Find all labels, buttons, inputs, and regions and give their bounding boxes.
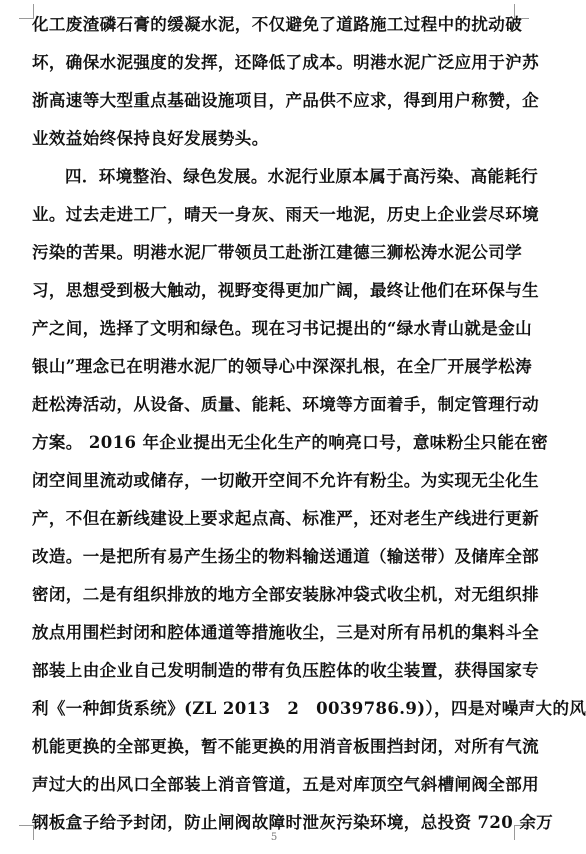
text-line: 改造。一是把所有易产生扬尘的物料输送通道（输送带）及储库全部 [32,547,539,566]
text-line: 业。过去走进工厂，晴天一身灰、雨天一地泥，历史上企业尝尽环境 [32,205,539,224]
text-line: 放点用围栏封闭和腔体通道等措施收尘，三是对所有吊机的集料斗全 [32,623,539,642]
text-line: 赶松涛活动，从设备、质量、能耗、环境等方面着手，制定管理行动 [32,395,539,414]
page-number: 5 [270,832,278,843]
text-line: 产之间，选择了文明和绿色。现在习书记提出的“绿水青山就是金山 [32,319,532,338]
section-heading-line: 四．环境整治、绿色发展。水泥行业原本属于高污染、高能耗行 [65,167,539,186]
text-line: 化工废渣磷石膏的缓凝水泥，不仅避免了道路施工过程中的扰动破 [32,15,523,34]
text-line: 业效益始终保持良好发展势头。 [32,129,269,148]
text-line: 机能更换的全部更换，暂不能更换的用消音板围挡封闭，对所有气流 [32,737,539,756]
text-line: 银山”理念已在明港水泥厂的领导心中深深扎根，在全厂开展学松涛 [32,357,532,376]
text-line: 产，不但在新线建设上要求起点高、标准严，还对老生产线进行更新 [32,509,539,528]
text-line: 闭空间里流动或储存，一切敞开空间不允许有粉尘。为实现无尘化生 [32,471,539,490]
text-line: 习，思想受到极大触动，视野变得更加广阔，最终让他们在环保与生 [32,281,539,300]
text-line: 利《一种卸货系统》(ZL 2013 2 0039786.9)），四是对噪声大的风 [32,699,586,718]
text-line: 声过大的出风口全部装上消音管道，五是对库顶空气斜槽闸阀全部用 [32,775,539,794]
text-line: 浙高速等大型重点基础设施项目，产品供不应求，得到用户称赞，企 [32,91,539,110]
text-line: 密闭，二是有组织排放的地方全部安装脉冲袋式收尘机，对无组织排 [32,585,539,604]
text-line: 方案。 2016 年企业提出无尘化生产的响亮口号，意味粉尘只能在密 [32,433,549,452]
text-line: 污染的苦果。明港水泥厂带领员工赴浙江建德三狮松涛水泥公司学 [32,243,523,262]
body-text [32,0,586,842]
text-line: 部装上由企业自己发明制造的带有负压腔体的收尘装置，获得国家专 [32,661,539,680]
text-line: 钢板盒子给予封闭，防止闸阀故障时泄灰污染环境，总投资 720 余万 [32,813,554,832]
text-line: 坏，确保水泥强度的发挥，还降低了成本。明港水泥广泛应用于沪苏 [32,53,539,72]
